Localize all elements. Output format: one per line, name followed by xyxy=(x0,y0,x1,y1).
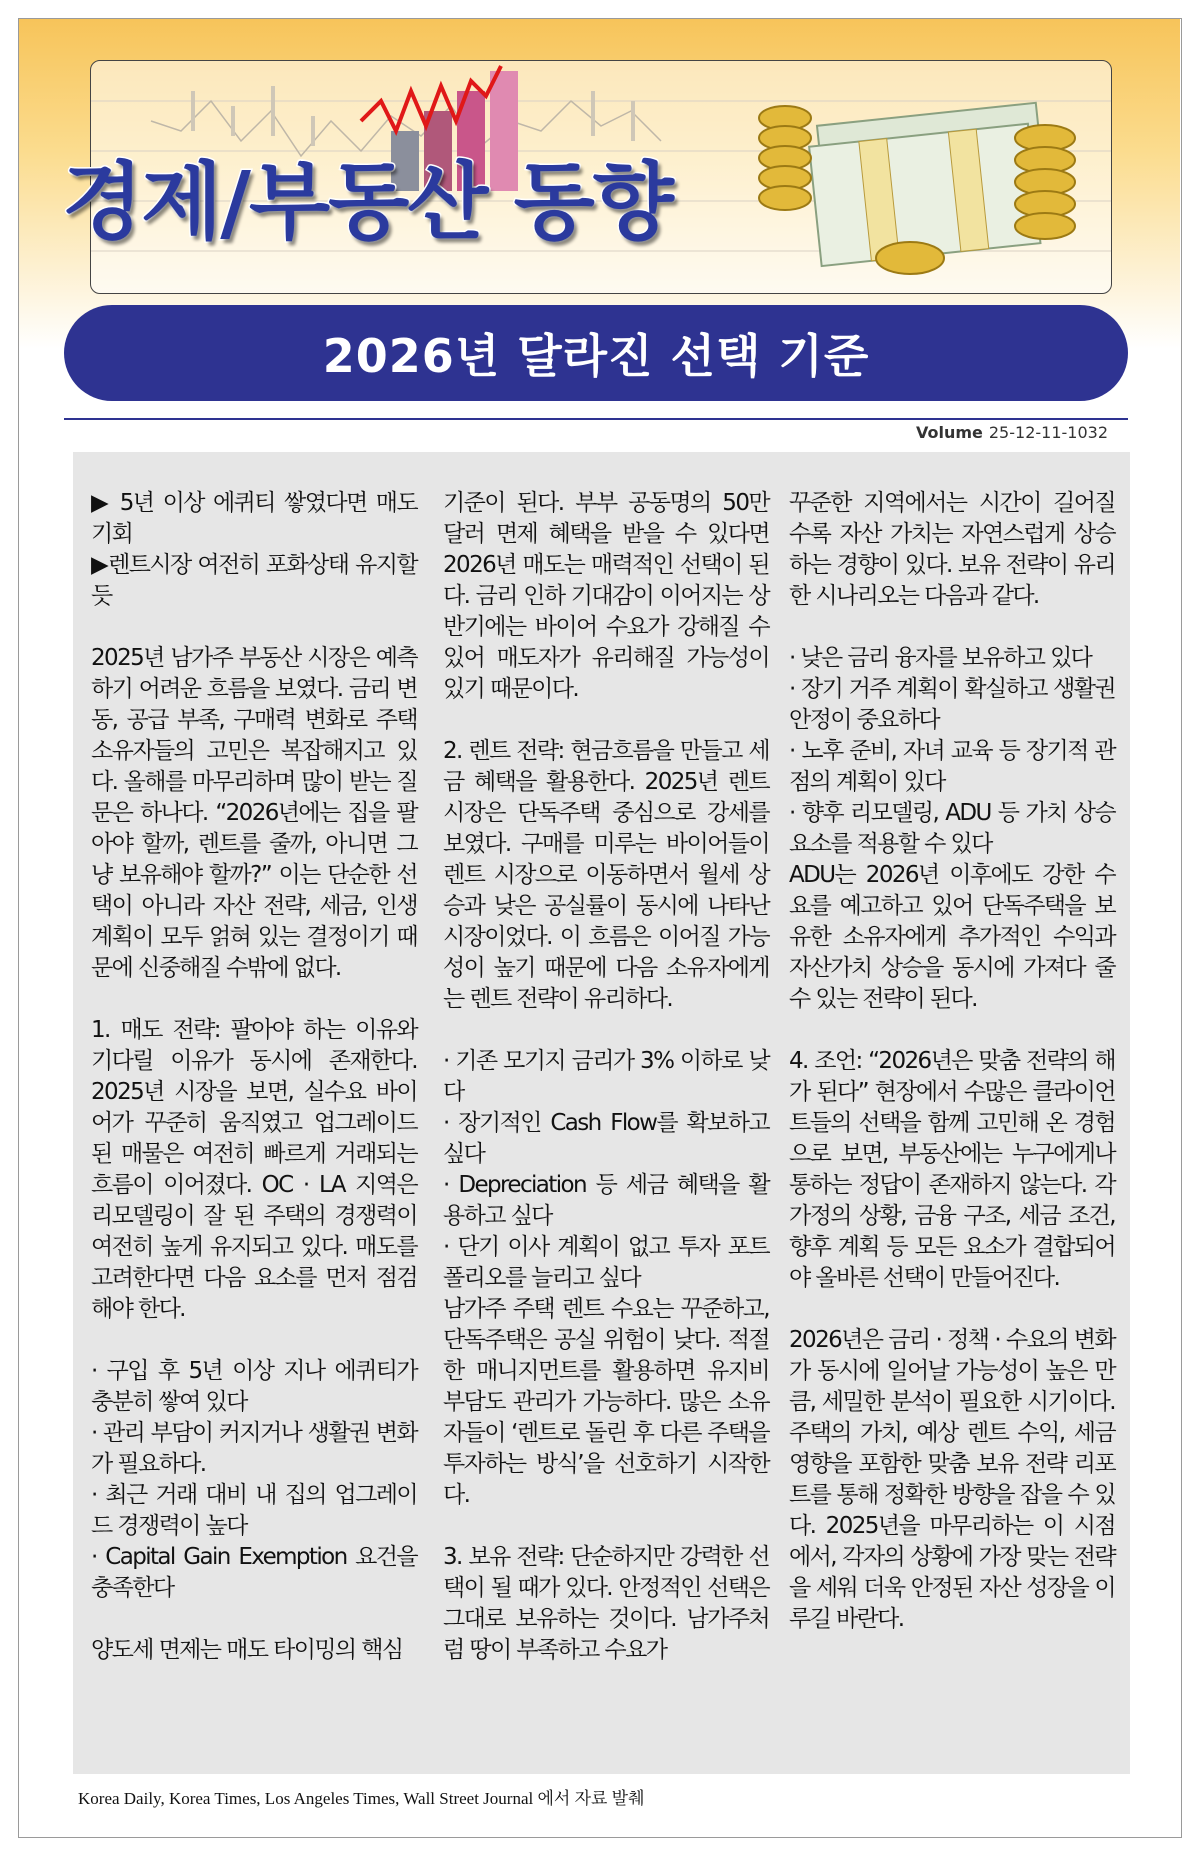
article-column-2 xyxy=(443,488,769,1666)
source-list: Korea Daily, Korea Times, Los Angeles Times, Wall Street Journal xyxy=(78,1789,534,1808)
paragraph-gap xyxy=(91,984,417,1015)
header-rule xyxy=(64,418,1128,420)
paragraph: 1. 매도 전략: 팔아야 하는 이유와 기다릴 이유가 동시에 존재한다. 2025년 시장을 보면, 실수요 바이어가 꾸준히 움직였고 업그레이드된 매물은 여전히 빠르게 거래되는 흐름이 이어졌다. OC · LA 지역은 리모델링이 잘 된 주택의 경쟁력이 여전히 높게 유지되고 있다. 매도를 고려한다면 다음 요소를 먼저 점검해야 한다. xyxy=(91,1017,417,1322)
volume-info xyxy=(916,423,1108,442)
paragraph: · 낮은 금리 융자를 보유하고 있다 xyxy=(789,645,1092,671)
source-suffix: 에서 자료 발췌 xyxy=(537,1789,645,1808)
paragraph: 꾸준한 지역에서는 시간이 길어질수록 자산 가치는 자연스럽게 상승하는 경향이 있다. 보유 전략이 유리한 시나리오는 다음과 같다. xyxy=(789,490,1115,609)
paragraph: 3. 보유 전략: 단순하지만 강력한 선택이 될 때가 있다. 안정적인 선택은 그대로 보유하는 것이다. 남가주처럼 땅이 부족하고 수요가 xyxy=(443,1544,769,1663)
paragraph: · 최근 거래 대비 내 집의 업그레이드 경쟁력이 높다 xyxy=(91,1482,417,1539)
paragraph: · 단기 이사 계획이 없고 투자 포트폴리오를 늘리고 싶다 xyxy=(443,1234,769,1291)
paragraph-gap xyxy=(91,1325,417,1356)
paragraph: 기준이 된다. 부부 공동명의 50만 달러 면제 혜택을 받을 수 있다면 2026년 매도는 매력적인 선택이 된다. 금리 인하 기대감이 이어지는 상반기에는 바이어 수요가 강해질 수 있어 매도자가 유리해질 가능성이 있기 때문이다. xyxy=(443,490,769,702)
paragraph: · 향후 리모델링, ADU 등 가치 상승 요소를 적용할 수 있다 xyxy=(789,800,1115,857)
paragraph: 4. 조언: “2026년은 맞춤 전략의 해가 된다” 현장에서 수많은 클라이언트들의 선택을 함께 고민해 온 경험으로 보면, 부동산에는 누구에게나 통하는 정답이 존재하지 않는다. 각 가정의 상황, 금융 구조, 세금 조건, 향후 계획 등 모든 요소가 결합되어야 올바른 선택이 만들어진다. xyxy=(789,1048,1115,1291)
paragraph: 2025년 남가주 부동산 시장은 예측하기 어려운 흐름을 보였다. 금리 변동, 공급 부족, 구매력 변화로 주택 소유자들의 고민은 복잡해지고 있다. 올해를 마무리하며 많이 받는 질문은 하나다. “2026년에는 집을 팔아야 할까, 렌트를 줄까, 아니면 그냥 보유해야 할까?” 이는 단순한 선택이 아니라 자산 전략, 세금, 인생 계획이 모두 얽혀 있는 결정이기 때문에 신중해질 수밖에 없다. xyxy=(91,645,417,981)
paragraph: · Capital Gain Exemption 요건을 충족한다 xyxy=(91,1544,417,1601)
subtitle-banner xyxy=(64,305,1128,401)
paragraph: 2026년은 금리 · 정책 · 수요의 변화가 동시에 일어날 가능성이 높은 만큼, 세밀한 분석이 필요한 시기이다. 주택의 가치, 예상 렌트 수익, 세금 영향을 포함한 맞춤 보유 전략 리포트를 통해 정확한 방향을 잡을 수 있다. 2025년을 마무리하는 이 시점에서, 각자의 상황에 가장 맞는 전략을 세워 더욱 안정된 자산 성장을 이루길 바란다. xyxy=(789,1327,1115,1632)
paragraph-gap xyxy=(91,1604,417,1635)
paragraph: 2. 렌트 전략: 현금흐름을 만들고 세금 혜택을 활용한다. 2025년 렌트 시장은 단독주택 중심으로 강세를 보였다. 구매를 미루는 바이어들이 렌트 시장으로 이동하면서 월세 상승과 낮은 공실률이 동시에 나타난 시장이었다. 이 흐름은 이어질 가능성이 높기 때문에 다음 소유자에게는 렌트 전략이 유리하다. xyxy=(443,738,769,1012)
paragraph-gap xyxy=(91,612,417,643)
paragraph: · Depreciation 등 세금 혜택을 활용하고 싶다 xyxy=(443,1172,769,1229)
paragraph: · 장기 거주 계획이 확실하고 생활권 안정이 중요하다 xyxy=(789,676,1115,733)
paragraph: · 노후 준비, 자녀 교육 등 장기적 관점의 계획이 있다 xyxy=(789,738,1115,795)
article-column-3 xyxy=(789,488,1115,1635)
paragraph: · 관리 부담이 커지거나 생활권 변화가 필요하다. xyxy=(91,1420,417,1477)
paragraph-gap xyxy=(443,1015,769,1046)
paragraph: ▶ 5년 이상 에퀴티 쌓였다면 매도 기회 xyxy=(91,490,417,547)
paragraph-gap xyxy=(443,1511,769,1542)
subtitle: 2026년 달라진 선택 기준 xyxy=(322,329,870,383)
paragraph-gap xyxy=(789,1015,1115,1046)
main-title: 경제/부동산 동향 xyxy=(62,153,672,251)
volume-label: Volume xyxy=(915,423,983,442)
paragraph-gap xyxy=(443,705,769,736)
paragraph: ▶렌트시장 여전히 포화상태 유지할 듯 xyxy=(91,552,417,609)
article-body xyxy=(73,452,1130,1774)
paragraph: · 구입 후 5년 이상 지나 에퀴티가 충분히 쌓여 있다 xyxy=(91,1358,417,1415)
paragraph-gap xyxy=(789,1294,1115,1325)
source-credit xyxy=(78,1784,645,1809)
paragraph-gap xyxy=(789,612,1115,643)
paragraph: 남가주 주택 렌트 수요는 꾸준하고, 단독주택은 공실 위험이 낮다. 적절한 매니지먼트를 활용하면 유지비 부담도 관리가 가능하다. 많은 소유자들이 ‘렌트로 돌린 후 다른 주택을 투자하는 방식’을 선호하기 시작한다. xyxy=(443,1296,769,1508)
volume-number: 25-12-11-1032 xyxy=(988,423,1108,442)
article-column-1 xyxy=(91,488,417,1666)
paragraph: 양도세 면제는 매도 타이밍의 핵심 xyxy=(91,1637,403,1663)
paragraph: ADU는 2026년 이후에도 강한 수요를 예고하고 있어 단독주택을 보유한 소유자에게 추가적인 수익과 자산가치 상승을 동시에 가져다 줄 수 있는 전략이 된다. xyxy=(789,862,1115,1012)
money-stack-image xyxy=(755,78,1115,288)
paragraph: · 장기적인 Cash Flow를 확보하고 싶다 xyxy=(443,1110,769,1167)
paragraph: · 기존 모기지 금리가 3% 이하로 낮다 xyxy=(443,1048,769,1105)
